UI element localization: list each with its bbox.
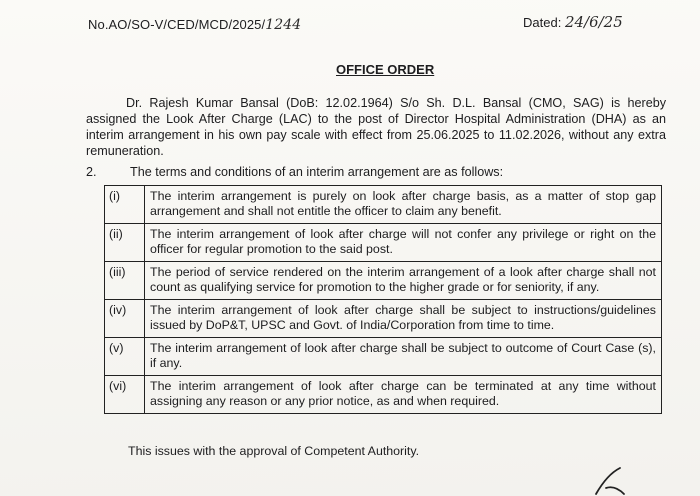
term-text: The interim arrangement of look after charge can be terminated at any time without assigning any reason or any prior notice, as and when required.: [145, 376, 662, 414]
term-index: (i): [105, 186, 145, 224]
paragraph-2: [86, 165, 503, 179]
term-index: (vi): [105, 376, 145, 414]
paragraph-2-number: 2.: [86, 165, 97, 179]
term-text: The interim arrangement of look after charge shall be subject to instructions/guidelines issued by DoP&T, UPSC and Govt. of India/Corporation from time to time.: [145, 300, 662, 338]
date-handwritten-value: 24/6/25: [564, 13, 623, 31]
date-label: Dated:: [523, 15, 562, 30]
reference-number: [88, 17, 301, 33]
table-row: [105, 186, 662, 224]
table-row: [105, 300, 662, 338]
intro-paragraph: Dr. Rajesh Kumar Bansal (DoB: 12.02.1964) S/o Sh. D.L. Bansal (CMO, SAG) is hereby assigned the Look After Charge (LAC) to the post of Director Hospital Administration (DHA) as an interim arrangement in his own pay scale with effect from 25.06.2025 to 11.02.2026, without any extra remuneration.: [86, 96, 666, 158]
table-row: [105, 338, 662, 376]
signature-mark-icon: [590, 466, 630, 496]
term-text: The interim arrangement of look after charge will not confer any privilege or right on the officer for regular promotion to the said post.: [145, 224, 662, 262]
table-row: [105, 224, 662, 262]
document-title: OFFICE ORDER: [336, 62, 435, 77]
term-index: (ii): [105, 224, 145, 262]
term-index: (v): [105, 338, 145, 376]
table-row: [105, 376, 662, 414]
term-text: The period of service rendered on the interim arrangement of a look after charge shall not count as qualifying service for promotion to the higher grade or for seniority, if any.: [145, 262, 662, 300]
terms-table: [104, 185, 662, 414]
closing-line: This issues with the approval of Competent Authority.: [128, 444, 420, 458]
table-row: [105, 262, 662, 300]
term-index: (iii): [105, 262, 145, 300]
term-text: The interim arrangement of look after charge shall be subject to outcome of Court Case (s), if any.: [145, 338, 662, 376]
date-line: [523, 13, 623, 31]
reference-handwritten-number: 1244: [265, 17, 302, 33]
term-index: (iv): [105, 300, 145, 338]
reference-prefix: No.AO/SO-V/CED/MCD/2025/: [88, 17, 266, 32]
paragraph-2-text: The terms and conditions of an interim arrangement are as follows:: [130, 165, 504, 179]
term-text: The interim arrangement is purely on look after charge basis, as a matter of stop gap arrangement and shall not entitle the officer to claim any benefit.: [145, 186, 662, 224]
